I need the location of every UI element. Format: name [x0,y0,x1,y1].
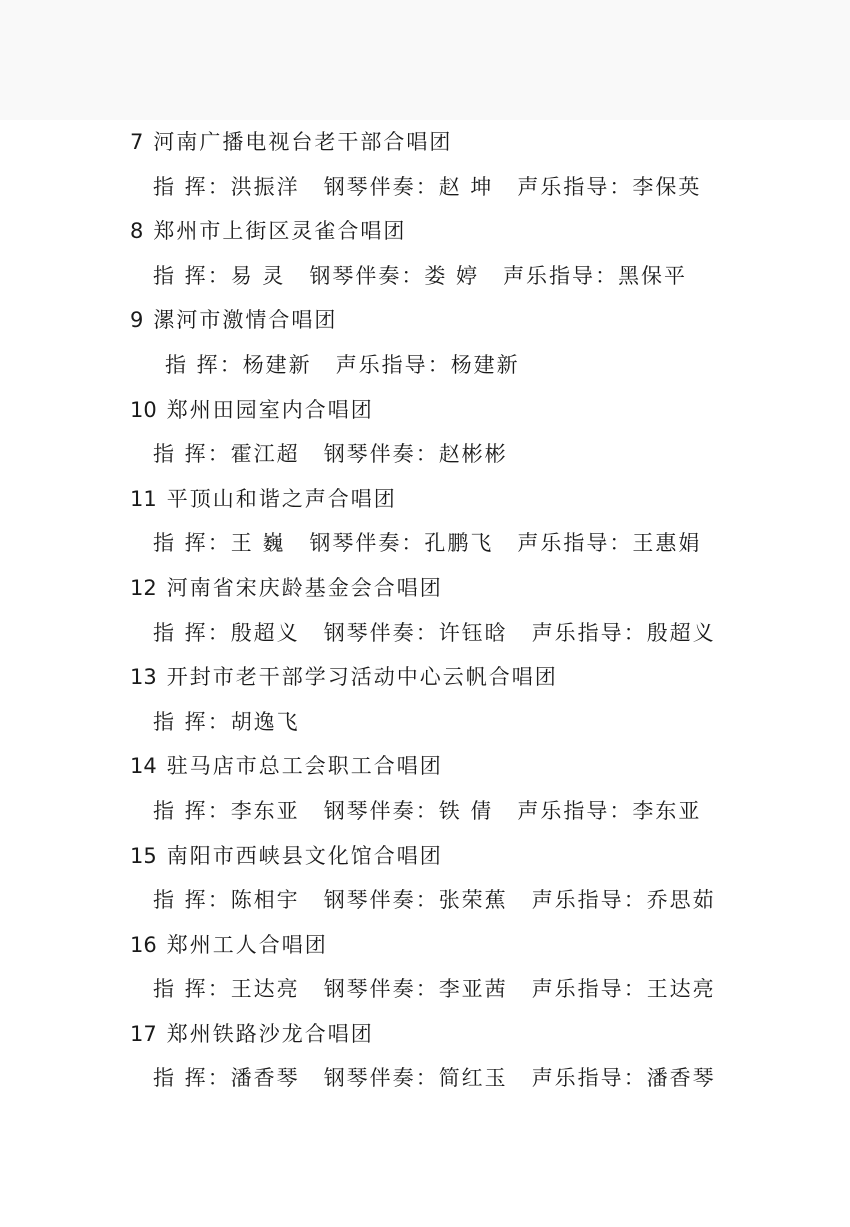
person-name: 张荣蕉 [438,888,508,913]
role-label: 指 挥 [153,709,208,734]
person-name: 李保英 [632,174,702,199]
choir-staff [0,967,850,1012]
choir-title [0,834,850,879]
role-separator: ： [623,977,647,1002]
person-name: 乔思茹 [646,888,716,913]
person-name: 王达亮 [230,977,300,1002]
role-separator: ： [595,263,619,288]
person-name: 赵 坤 [438,174,494,199]
staff-role [324,621,508,645]
choir-staff [0,521,850,566]
choir-title [0,1012,850,1057]
choir-name: 郑州工人合唱团 [166,932,328,957]
choir-entry [0,1012,850,1101]
role-label: 指 挥 [153,798,208,823]
role-label: 指 挥 [153,620,208,645]
choir-name: 开封市老干部学习活动中心云帆合唱团 [166,665,558,690]
role-separator: ： [609,798,633,823]
staff-role [324,977,508,1001]
choir-entry [0,655,850,744]
role-separator: ： [207,977,231,1002]
staff-role [324,799,494,823]
person-name: 娄 婷 [424,263,480,288]
person-name: 王惠娟 [632,531,702,556]
choir-staff [0,611,850,656]
role-separator: ： [415,620,439,645]
role-label: 声乐指导 [517,798,610,823]
choir-entry [0,477,850,566]
role-label: 钢琴伴奏 [323,798,416,823]
role-separator: ： [207,709,231,734]
role-label: 钢琴伴奏 [309,263,402,288]
staff-role [324,1066,508,1090]
choir-number: 8 [130,219,144,244]
choir-entry [0,566,850,655]
person-name: 洪振洋 [230,174,300,199]
person-name: 易 灵 [230,263,286,288]
person-name: 赵彬彬 [438,442,508,467]
choir-staff [0,1056,850,1101]
staff-role [532,1066,716,1090]
person-name: 孔鹏飞 [424,531,494,556]
role-separator: ： [207,174,231,199]
choir-entry [0,744,850,833]
choir-staff [0,432,850,477]
role-label: 指 挥 [153,888,208,913]
person-name: 霍江超 [230,442,300,467]
role-separator: ： [609,531,633,556]
role-label: 声乐指导 [335,352,428,377]
choir-name: 河南广播电视台老干部合唱团 [153,130,453,154]
role-label: 声乐指导 [531,888,624,913]
staff-role [503,264,687,288]
choir-entry [0,209,850,298]
staff-role [153,1066,300,1090]
role-separator: ： [623,620,647,645]
choir-number: 11 [130,486,157,511]
choir-entry [0,388,850,477]
choir-title [0,298,850,343]
staff-role [336,353,520,377]
staff-role [153,710,300,734]
choir-number: 16 [130,932,157,957]
choir-entry [0,923,850,1012]
person-name: 殷超义 [646,620,716,645]
person-name: 简红玉 [438,1066,508,1091]
staff-role [309,531,493,555]
role-label: 指 挥 [153,1066,208,1091]
person-name: 殷超义 [230,620,300,645]
person-name: 杨建新 [450,352,520,377]
choir-number: 12 [130,575,157,600]
choir-title [0,120,850,165]
choir-number: 15 [130,843,157,868]
staff-role [153,175,300,199]
staff-role [517,799,701,823]
role-separator: ： [401,531,425,556]
person-name: 李东亚 [230,798,300,823]
staff-role [153,977,300,1001]
person-name: 潘香琴 [230,1066,300,1091]
choir-entry [0,834,850,923]
person-name: 陈相宇 [230,888,300,913]
role-separator: ： [623,888,647,913]
choir-staff [0,165,850,210]
role-separator: ： [415,1066,439,1091]
role-separator: ： [219,352,243,377]
role-separator: ： [427,352,451,377]
role-separator: ： [207,531,231,556]
role-label: 指 挥 [153,977,208,1002]
role-separator: ： [207,263,231,288]
choir-staff [0,878,850,923]
choir-name: 河南省宋庆龄基金会合唱团 [166,575,443,600]
choir-title [0,923,850,968]
role-label: 钢琴伴奏 [323,1066,416,1091]
role-label: 钢琴伴奏 [309,531,402,556]
role-label: 钢琴伴奏 [323,888,416,913]
choir-number: 17 [130,1021,157,1046]
person-name: 潘香琴 [646,1066,716,1091]
staff-role [309,264,479,288]
staff-role [324,442,508,466]
choir-title [0,744,850,789]
person-name: 王达亮 [646,977,716,1002]
staff-role [324,175,494,199]
choir-name: 漯河市激情合唱团 [153,308,338,333]
person-name: 杨建新 [242,352,312,377]
staff-role [153,531,285,555]
staff-role [532,977,716,1001]
role-label: 声乐指导 [517,531,610,556]
choir-number: 9 [130,308,144,333]
choir-staff [0,789,850,834]
person-name: 王 巍 [230,531,286,556]
choir-name: 驻马店市总工会职工合唱团 [166,754,443,779]
page-header-band [0,0,850,120]
role-separator: ： [207,1066,231,1091]
choir-list [0,120,850,1101]
role-label: 声乐指导 [531,977,624,1002]
role-label: 指 挥 [153,174,208,199]
staff-role [324,888,508,912]
role-separator: ： [415,442,439,467]
role-label: 指 挥 [165,352,220,377]
role-label: 指 挥 [153,442,208,467]
staff-role [517,531,701,555]
choir-entry [0,120,850,209]
staff-role [532,888,716,912]
role-label: 指 挥 [153,531,208,556]
choir-number: 14 [130,754,157,779]
choir-title [0,655,850,700]
staff-role [165,353,312,377]
choir-staff [0,254,850,299]
choir-title [0,477,850,522]
role-label: 指 挥 [153,263,208,288]
choir-number: 13 [130,665,157,690]
person-name: 李亚茜 [438,977,508,1002]
role-separator: ： [623,1066,647,1091]
staff-role [153,442,300,466]
choir-number: 10 [130,397,157,422]
person-name: 铁 倩 [438,798,494,823]
role-label: 钢琴伴奏 [323,442,416,467]
choir-title [0,566,850,611]
role-separator: ： [207,888,231,913]
staff-role [153,888,300,912]
role-label: 钢琴伴奏 [323,174,416,199]
role-label: 声乐指导 [503,263,596,288]
staff-role [517,175,701,199]
role-label: 钢琴伴奏 [323,977,416,1002]
choir-name: 南阳市西峡县文化馆合唱团 [166,843,443,868]
choir-staff [0,700,850,745]
choir-entry [0,298,850,387]
person-name: 李东亚 [632,798,702,823]
person-name: 黑保平 [618,263,688,288]
role-separator: ： [207,442,231,467]
staff-role [153,799,300,823]
role-label: 声乐指导 [531,620,624,645]
role-separator: ： [415,888,439,913]
role-separator: ： [415,174,439,199]
role-label: 声乐指导 [517,174,610,199]
person-name: 胡逸飞 [230,709,300,734]
role-separator: ： [415,798,439,823]
role-separator: ： [401,263,425,288]
person-name: 许钰晗 [438,620,508,645]
choir-name: 郑州市上街区灵雀合唱团 [153,219,407,244]
choir-staff [0,343,850,388]
role-label: 声乐指导 [531,1066,624,1091]
staff-role [153,621,300,645]
choir-title [0,388,850,433]
choir-name: 郑州田园室内合唱团 [166,397,374,422]
choir-number: 7 [130,130,144,154]
staff-role [153,264,285,288]
choir-name: 平顶山和谐之声合唱团 [166,486,397,511]
choir-title [0,209,850,254]
role-separator: ： [415,977,439,1002]
role-separator: ： [207,798,231,823]
role-separator: ： [609,174,633,199]
choir-name: 郑州铁路沙龙合唱团 [166,1021,374,1046]
role-separator: ： [207,620,231,645]
role-label: 钢琴伴奏 [323,620,416,645]
staff-role [532,621,716,645]
